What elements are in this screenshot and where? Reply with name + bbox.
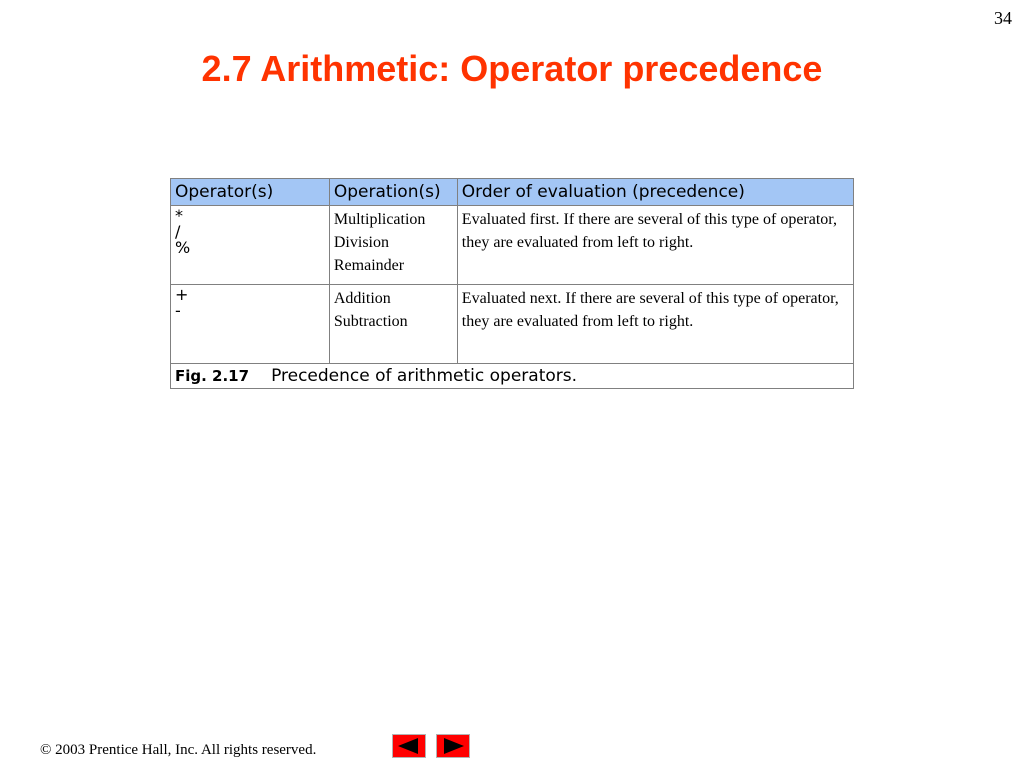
copyright-symbol: ©	[40, 742, 52, 758]
header-operations: Operation(s)	[329, 179, 457, 206]
slide-title: 2.7 Arithmetic: Operator precedence	[201, 48, 823, 89]
table-row	[171, 206, 854, 285]
copyright-footer	[40, 742, 316, 759]
figure-caption	[171, 364, 854, 389]
operation-addition: Addition	[333, 290, 391, 307]
operator-multiply: *	[175, 206, 183, 225]
left-arrow-icon	[398, 738, 418, 754]
table-header-row	[171, 179, 854, 206]
operation-remainder: Remainder	[333, 257, 405, 274]
operator-divide: /	[175, 222, 181, 241]
right-arrow-icon	[444, 738, 464, 754]
order-cell: Evaluated first. If there are several of this type of operator, they are evaluated from left to right.	[457, 206, 853, 285]
figure-label: Fig. 2.17	[175, 367, 250, 385]
figure-caption-text: Precedence of arithmetic operators.	[271, 366, 578, 386]
operator-remainder: %	[175, 238, 191, 257]
header-operators: Operator(s)	[171, 179, 330, 206]
operator-subtract: -	[175, 301, 181, 320]
caption-row	[171, 364, 854, 389]
operations-cell	[329, 206, 457, 285]
operation-subtraction: Subtraction	[333, 313, 408, 330]
operations-cell	[329, 285, 457, 364]
operators-cell	[171, 285, 330, 364]
operators-cell	[171, 206, 330, 285]
order-cell: Evaluated next. If there are several of this type of operator, they are evaluated from left to right.	[457, 285, 853, 364]
table-row	[171, 285, 854, 364]
operation-multiplication: Multiplication	[333, 211, 426, 228]
operator-add: +	[175, 285, 189, 304]
precedence-table	[170, 178, 854, 389]
copyright-text: 2003 Prentice Hall, Inc. All rights reserved.	[55, 742, 317, 758]
previous-slide-button[interactable]	[392, 734, 426, 758]
page-number: 34	[994, 8, 1012, 28]
operation-division: Division	[333, 234, 389, 251]
header-order: Order of evaluation (precedence)	[457, 179, 853, 206]
next-slide-button[interactable]	[436, 734, 470, 758]
